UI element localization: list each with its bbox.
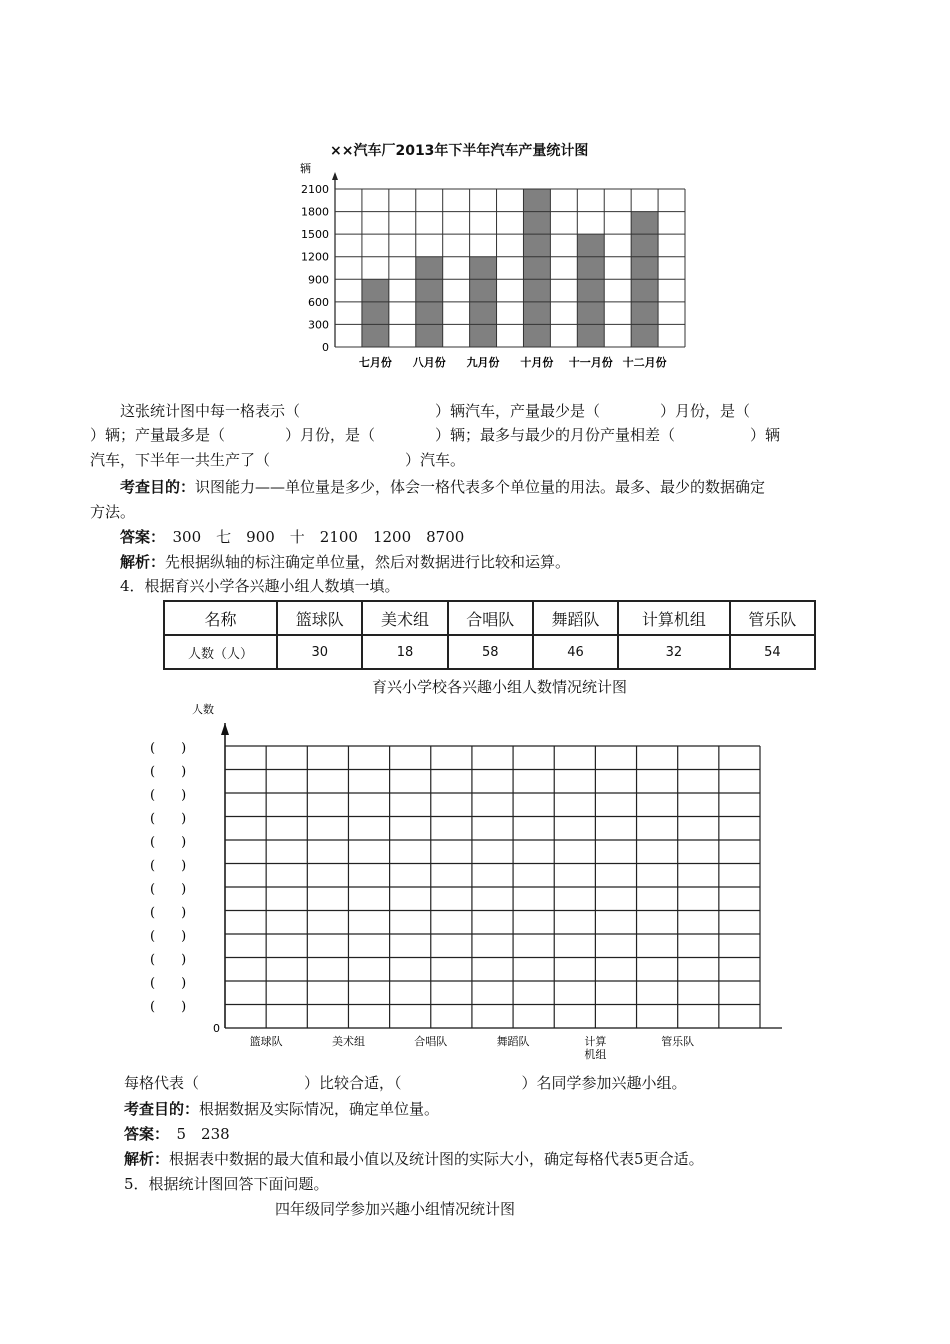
chart1-title: ××汽车厂2013年下半年汽车产量统计图 (330, 143, 589, 159)
chart1-tick-label: 900 (308, 273, 329, 287)
chart2-y-placeholder: ( ) (150, 952, 187, 968)
q4-fill-line: 每格代表（ ）比较合适，（ ）名同学参加兴趣小组。 (124, 1074, 687, 1092)
chart1-category-label: 十一月份 (568, 356, 613, 369)
q4-data-table (163, 600, 816, 670)
q4-chart-svg (140, 695, 820, 1065)
q4-analysis-label: 解析： (124, 1150, 170, 1168)
chart1-tick-label: 1500 (301, 228, 329, 242)
chart1-bar (523, 189, 550, 347)
q5-heading: 5．根据统计图回答下面问题。 (124, 1175, 329, 1193)
chart1-category-label: 十二月份 (622, 356, 667, 369)
chart1-ylabel: 辆 (300, 162, 311, 175)
q3-line3: 汽车，下半年一共生产了（ ）汽车。 (90, 451, 466, 469)
chart1-tick-label: 1800 (301, 205, 329, 219)
table-cell: 30 (277, 635, 362, 669)
chart1-bar (577, 234, 604, 347)
q3-analysis (120, 551, 570, 573)
chart1-tick-label: 2100 (301, 183, 329, 196)
q4-purpose-label: 考查目的： (124, 1100, 200, 1118)
chart2-category-label: 计算 (584, 1035, 607, 1048)
table-cell: 管乐队 (730, 601, 815, 635)
q3-line1: 这张统计图中每一格表示（ ）辆汽车，产量最少是（ ）月份，是（ (120, 402, 751, 420)
chart2-y-placeholder: ( ) (150, 858, 187, 874)
chart2-y-placeholder: ( ) (150, 764, 187, 780)
table-cell: 18 (362, 635, 447, 669)
q4-analysis (124, 1148, 704, 1170)
table-cell: 名称 (164, 601, 277, 635)
q4-chart-title: 育兴小学校各兴趣小组人数情况统计图 (372, 678, 628, 696)
chart1-y-arrow (332, 172, 338, 180)
table-header-row (164, 601, 815, 635)
chart1-category-label: 八月份 (412, 356, 446, 369)
q4-answer-text: 5 238 (161, 1125, 230, 1143)
q4-answer-label: 答案： (124, 1125, 162, 1143)
chart1-category-label: 九月份 (466, 356, 500, 369)
q3-analysis-label: 解析： (120, 553, 166, 571)
table-cell: 58 (448, 635, 533, 669)
chart2-category-label: 篮球队 (249, 1035, 283, 1048)
q3-purpose-text: 识图能力——单位量是多少，体会一格代表多个单位量的用法。最多、最少的数据确定 (195, 478, 766, 496)
chart2-category-label: 舞蹈队 (496, 1035, 530, 1048)
chart2-y-placeholder: ( ) (150, 999, 187, 1015)
chart1-svg (290, 160, 710, 385)
table-cell: 舞蹈队 (533, 601, 618, 635)
chart2-y-placeholder: ( ) (150, 741, 187, 756)
chart1-bar (362, 279, 389, 347)
q3-answer-label: 答案： (120, 528, 158, 546)
q3-answer-text: 300 七 900 十 2100 1200 8700 (157, 528, 465, 546)
q4-purpose (124, 1098, 439, 1120)
table-cell: 篮球队 (277, 601, 362, 635)
q4-answer (124, 1123, 230, 1145)
chart1-category-label: 七月份 (358, 356, 392, 369)
chart2-y-placeholder: ( ) (150, 835, 187, 850)
chart1-tick-label: 0 (322, 341, 329, 354)
table-cell: 美术组 (362, 601, 447, 635)
q3-line2: ）辆；产量最多是（ ）月份，是（ ）辆；最多与最少的月份产量相差（ ）辆 (90, 426, 781, 444)
table-cell: 46 (533, 635, 618, 669)
table-cell: 计算机组 (618, 601, 730, 635)
chart2-y-placeholder: ( ) (150, 976, 187, 991)
chart2-category-label: 机组 (584, 1048, 607, 1061)
chart2-category-label: 美术组 (331, 1035, 365, 1048)
q3-purpose (120, 476, 765, 498)
chart2-y-arrow (221, 723, 229, 735)
table-cell: 32 (618, 635, 730, 669)
chart1-tick-label: 300 (308, 318, 329, 332)
chart1-tick-label: 1200 (301, 250, 329, 264)
chart2-origin-label: 0 (213, 1022, 220, 1035)
q3-analysis-text: 先根据纵轴的标注确定单位量，然后对数据进行比较和运算。 (165, 553, 571, 571)
table-cell: 54 (730, 635, 815, 669)
q3-purpose-label: 考查目的： (120, 478, 196, 496)
chart1-category-label: 十月份 (520, 356, 554, 369)
table-cell: 合唱队 (448, 601, 533, 635)
chart2-y-placeholder: ( ) (150, 882, 187, 897)
chart2-y-placeholder: ( ) (150, 905, 187, 921)
chart2-category-label: 合唱队 (414, 1035, 448, 1048)
chart2-y-placeholder: ( ) (150, 929, 187, 944)
table-cell: 人数（人） (164, 635, 277, 669)
chart1-tick-label: 600 (308, 295, 329, 309)
q3-answer (120, 526, 464, 548)
table-row (164, 635, 815, 669)
q5-chart-title: 四年级同学参加兴趣小组情况统计图 (275, 1200, 516, 1218)
q4-purpose-text: 根据数据及实际情况，确定单位量。 (199, 1100, 440, 1118)
chart2-ylabel: 人数 (192, 703, 214, 716)
chart2-y-placeholder: ( ) (150, 788, 187, 803)
q3-purpose-cont: 方法。 (90, 503, 136, 521)
chart2-y-placeholder: ( ) (150, 811, 187, 827)
chart2-category-label: 管乐队 (661, 1035, 695, 1048)
q4-analysis-text: 根据表中数据的最大值和最小值以及统计图的实际大小，确定每格代表5更合适。 (169, 1150, 704, 1168)
q4-heading: 4．根据育兴小学各兴趣小组人数填一填。 (120, 577, 400, 595)
